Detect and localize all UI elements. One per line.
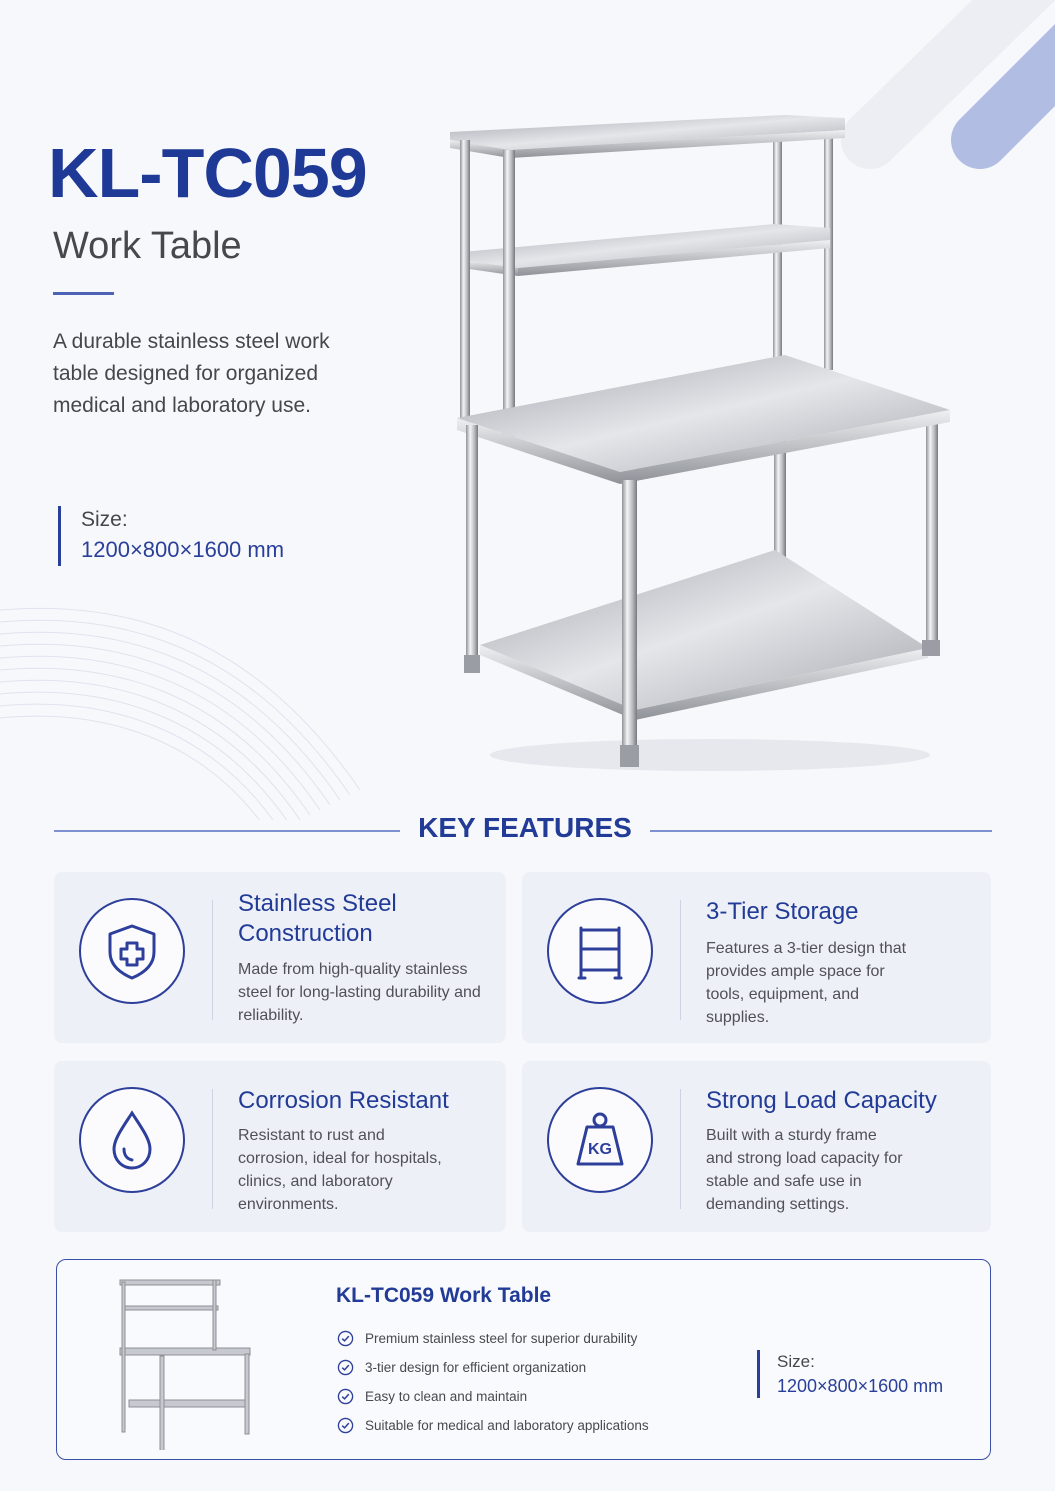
feature-card-stainless-steel — [54, 872, 506, 1043]
product-model-title: KL-TC059 — [48, 134, 367, 212]
check-circle-icon — [337, 1359, 354, 1376]
feature-title: 3-Tier Storage — [706, 898, 859, 925]
summary-size-value: 1200×800×1600 mm — [777, 1376, 944, 1396]
feature-card-strong-load-capacity — [522, 1061, 991, 1232]
feature-body: Built with a sturdy frame and strong load capacity for stable and safe use in demanding settings. — [706, 1127, 903, 1213]
heading-rule-left — [54, 830, 400, 832]
bullet-text: Suitable for medical and laboratory applications — [365, 1418, 649, 1433]
key-features-title: KEY FEATURES — [418, 812, 632, 843]
summary-title: KL-TC059 Work Table — [336, 1284, 552, 1307]
card-divider — [212, 900, 213, 1020]
feature-title: Stainless Steel Construction — [238, 890, 397, 947]
product-description: A durable stainless steel work table designed for organized medical and laboratory use. — [53, 330, 330, 417]
summary-size-spec — [757, 1350, 943, 1398]
feature-body: Made from high-quality stainless steel for long-lasting durability and reliability. — [238, 961, 481, 1024]
summary-panel — [56, 1259, 991, 1460]
heading-rule-right — [650, 830, 992, 832]
card-divider — [212, 1089, 213, 1209]
list-item — [337, 1324, 649, 1353]
list-item — [337, 1382, 649, 1411]
summary-size-label: Size: — [777, 1352, 815, 1371]
size-label: Size: — [81, 508, 128, 531]
check-circle-icon — [337, 1388, 354, 1405]
card-divider — [680, 900, 681, 1020]
list-item — [337, 1411, 649, 1440]
bullet-text: 3-tier design for efficient organization — [365, 1360, 587, 1375]
kg-label: KG — [588, 1141, 612, 1158]
list-item — [337, 1353, 649, 1382]
decorative-wave-lines — [0, 590, 380, 820]
key-features-heading — [54, 808, 992, 852]
feature-title: Corrosion Resistant — [238, 1087, 449, 1114]
product-thumbnail — [115, 1270, 265, 1450]
card-divider — [680, 1089, 681, 1209]
bullet-text: Easy to clean and maintain — [365, 1389, 528, 1404]
feature-card-3-tier-storage — [522, 872, 991, 1043]
summary-bullet-list — [337, 1324, 649, 1440]
feature-body: Features a 3-tier design that provides ample space for tools, equipment, and supplies. — [706, 940, 907, 1026]
size-value: 1200×800×1600 mm — [81, 537, 285, 562]
accent-divider — [53, 292, 114, 295]
check-circle-icon — [337, 1330, 354, 1347]
shelf-icon — [547, 898, 653, 1004]
feature-title: Strong Load Capacity — [706, 1087, 937, 1114]
shield-plus-icon — [79, 898, 185, 1004]
feature-card-corrosion-resistant — [54, 1061, 506, 1232]
size-spec — [58, 506, 284, 566]
bullet-text: Premium stainless steel for superior durability — [365, 1331, 638, 1346]
check-circle-icon — [337, 1417, 354, 1434]
product-image-work-table — [440, 100, 960, 790]
feature-body: Resistant to rust and corrosion, ideal for hospitals, clinics, and laboratory environments. — [238, 1127, 442, 1213]
kg-weight-icon — [547, 1087, 653, 1193]
product-subtitle: Work Table — [53, 225, 242, 267]
water-drop-icon — [79, 1087, 185, 1193]
